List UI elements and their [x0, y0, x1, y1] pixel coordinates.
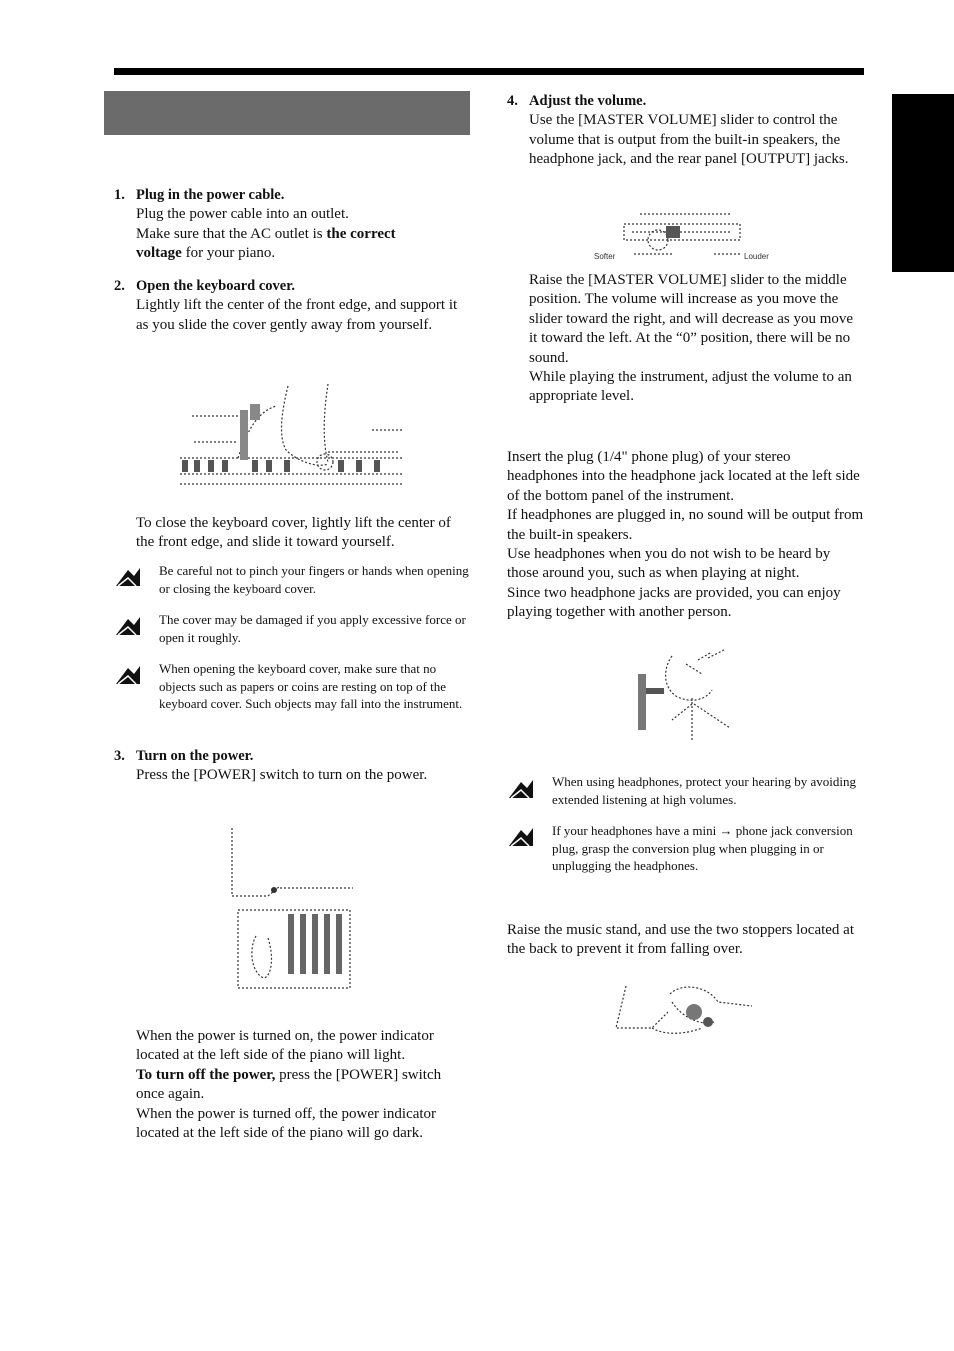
step-number: 3.: [114, 748, 125, 764]
side-tab: [892, 94, 954, 272]
note-icon: [114, 566, 142, 588]
note-icon: [507, 826, 535, 848]
section-header-bar: [104, 91, 470, 135]
paragraph: Since two headphone jacks are provided, you can enjoy playing together with another person.: [507, 584, 841, 621]
step-text: Press the [POWER] switch to turn on the power.: [136, 767, 428, 784]
music-stand-illustration: [612, 982, 756, 1040]
paragraph: If headphones are plugged in, no sound will be output from the built-in speakers.: [507, 507, 864, 543]
close-cover-text: [136, 514, 470, 553]
step-text: Make sure that the AC outlet is the correct: [136, 225, 396, 242]
note-icon: [114, 615, 142, 637]
step-1: [136, 186, 470, 264]
keyboard-cover-illustration: [178, 380, 408, 492]
note: The cover may be damaged if you apply excessive force or open it roughly.: [159, 612, 466, 645]
step-title: Turn on the power.: [136, 748, 254, 764]
note: If your headphones have a mini → phone jack conversion plug, grasp the conversion plug when plugging in or unplugging the headphones.: [552, 823, 853, 874]
paragraph: When the power is turned off, the power indicator located at the left side of the piano will go dark.: [136, 1105, 437, 1142]
step-text: Use the [MASTER VOLUME] slider to control the volume that is output from the built-in speakers, the headphone jack, and the rear panel [OUTPUT] jacks.: [529, 112, 849, 168]
headphone-jack-illustration: [632, 644, 736, 746]
music-stand-text: [507, 921, 865, 960]
step-number: 1.: [114, 187, 125, 203]
paragraph: Insert the plug (1/4" phone plug) of your stereo headphones into the headphone jack located at the left side of the bottom panel of the instrument.: [507, 449, 860, 504]
top-rule: [114, 68, 864, 75]
note-icon: [507, 778, 535, 800]
step-title: Open the keyboard cover.: [136, 278, 295, 294]
step-text: Lightly lift the center of the front edge, and support it as you slide the cover gently away from yourself.: [136, 297, 458, 333]
step-text: Plug the power cable into an outlet.: [136, 206, 349, 223]
step-text: voltage for your piano.: [136, 245, 276, 262]
paragraph: While playing the instrument, adjust the volume to an appropriate level.: [529, 369, 852, 405]
power-text: [136, 1027, 470, 1143]
note: When using headphones, protect your hearing by avoiding extended listening at high volumes.: [552, 774, 856, 807]
paragraph: Use headphones when you do not wish to be heard by those around you, such as when playing at night.: [507, 546, 831, 582]
paragraph: Raise the [MASTER VOLUME] slider to the middle position. The volume will increase as you move the slider toward the right, and will decrease as you move it toward the left. At the “0” position, there will be no sound.: [529, 272, 854, 366]
step-number: 4.: [507, 93, 518, 109]
step-title: Plug in the power cable.: [136, 187, 285, 203]
paragraph: When the power is turned on, the power indicator located at the left side of the piano will light.: [136, 1028, 434, 1064]
note-icon: [114, 664, 142, 686]
paragraph: To close the keyboard cover, lightly lift the center of the front edge, and slide it toward yourself.: [136, 515, 451, 551]
step-2: [136, 277, 470, 335]
volume-text: [529, 271, 865, 407]
note: Be careful not to pinch your fingers or hands when opening or closing the keyboard cover.: [159, 563, 469, 596]
paragraph: Raise the music stand, and use the two stoppers located at the back to prevent it from falling over.: [507, 922, 854, 958]
step-number: 2.: [114, 278, 125, 294]
softer-label: Softer: [594, 252, 616, 261]
master-volume-slider-illustration: [594, 202, 778, 262]
headphones-text: [507, 448, 865, 623]
power-switch-illustration: [228, 826, 358, 992]
step-3: [136, 747, 470, 786]
step-4: [529, 92, 865, 170]
step-title: Adjust the volume.: [529, 93, 647, 109]
paragraph: To turn off the power, press the [POWER] switch once again.: [136, 1066, 442, 1103]
note: When opening the keyboard cover, make sure that no objects such as papers or coins are resting on top of the keyboard cover. Such objects may fall into the instrument.: [159, 661, 463, 712]
louder-label: Louder: [744, 252, 769, 261]
